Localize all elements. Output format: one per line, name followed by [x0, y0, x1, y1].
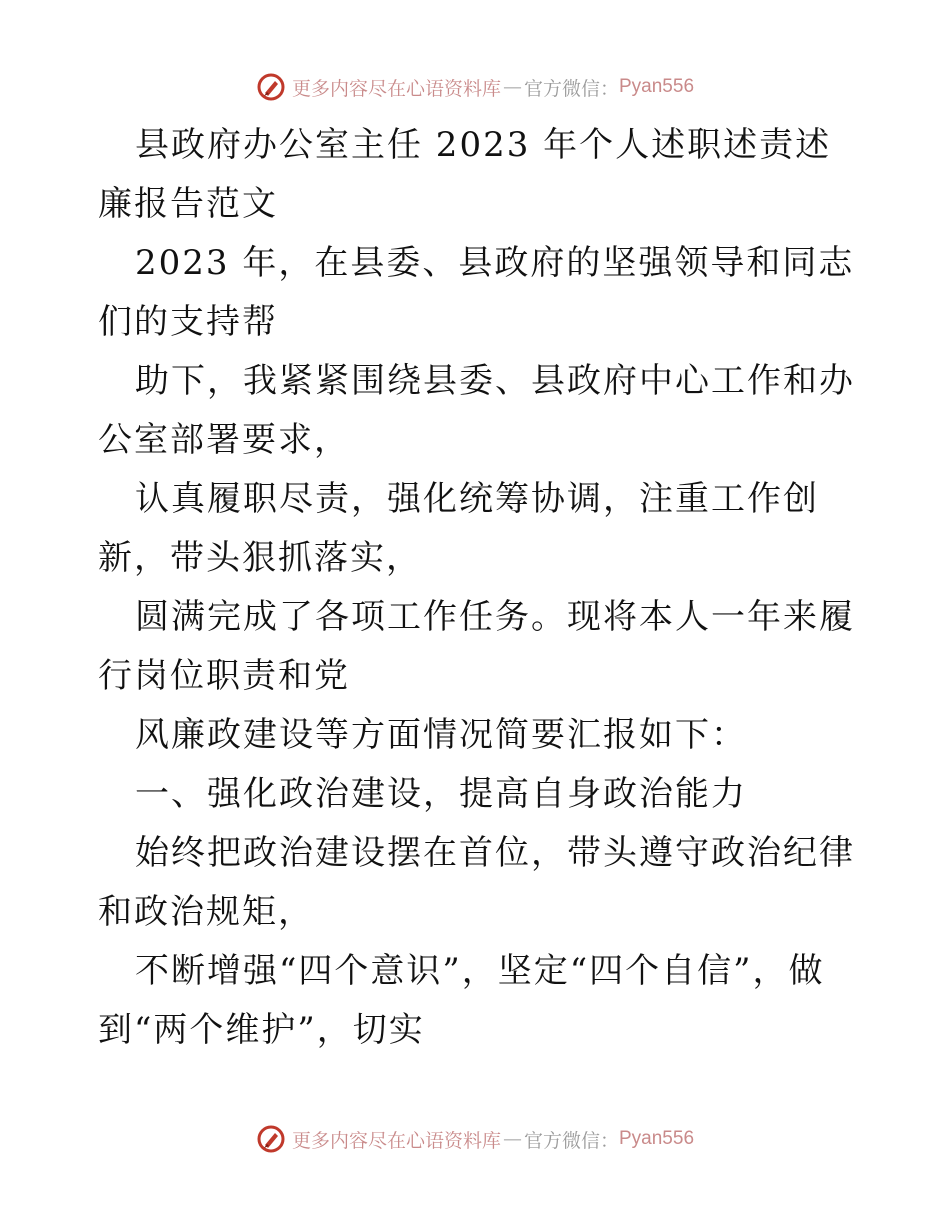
paragraph-line: 圆满完成了各项工作任务。现将本人一年来履行岗位职责和党 [98, 597, 855, 696]
header-banner-text [292, 74, 694, 101]
paragraph-line: 风廉政建设等方面情况简要汇报如下： [135, 715, 747, 755]
pen-nib-circle-icon [256, 1124, 286, 1154]
footer-banner-wechat-id: Pyan556 [619, 1128, 695, 1149]
pen-nib-circle-icon [256, 72, 286, 102]
paragraph-line: 认真履职尽责，强化统筹协调，注重工作创新，带头狠抓落实， [98, 479, 819, 578]
footer-banner-text [292, 1126, 694, 1153]
document-title: 县政府办公室主任 2023 年个人述职述责述廉报告范文 [98, 125, 832, 224]
header-banner-brand: 更多内容尽在心语资料库 [291, 77, 501, 100]
paragraph-line: 2023 年，在县委、县政府的坚强领导和同志们的支持帮 [98, 243, 855, 342]
footer-banner-brand: 更多内容尽在心语资料库 [291, 1129, 501, 1152]
header-banner [0, 72, 950, 102]
header-banner-wechat-id: Pyan556 [619, 76, 695, 97]
paragraph-line: 始终把政治建设摆在首位，带头遵守政治纪律和政治规矩， [98, 833, 855, 932]
footer-banner-dash: — [502, 1128, 522, 1150]
paragraph-line: 助下，我紧紧围绕县委、县政府中心工作和办公室部署要求， [98, 361, 855, 460]
section-heading: 一、强化政治建设，提高自身政治能力 [135, 774, 747, 814]
footer-banner-label: 官方微信： [523, 1129, 619, 1152]
paragraph-line: 不断增强“四个意识”，坚定“四个自信”，做到“两个维护”，切实 [98, 951, 825, 1050]
header-banner-label: 官方微信： [523, 77, 619, 100]
header-banner-dash: — [502, 76, 522, 98]
document-body [98, 116, 858, 1060]
footer-banner [0, 1124, 950, 1154]
